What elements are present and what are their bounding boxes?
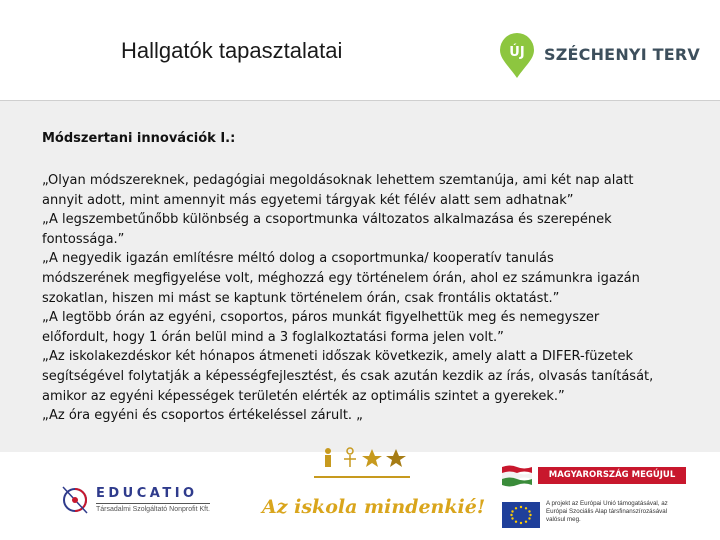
quote-line: fontossága.” (42, 231, 125, 247)
logo-pin-label: ÚJ (509, 45, 525, 60)
szechenyi-terv-logo (498, 33, 698, 83)
location-pin-icon (498, 33, 536, 79)
quote-line: amikor az egyéni képességek területén elérték az optimális szintet a gyerekek.” (42, 388, 565, 404)
quote-line: „Olyan módszereknek, pedagógiai megoldásoknak lehettem szemtanúja, ami két nap alatt (42, 173, 634, 188)
quote-list (42, 171, 692, 426)
educatio-emblem-icon (58, 482, 94, 518)
quote-line: módszerének megfigyelése volt, méghozzá egy történelem órán, ahol ez számunkra igazán (42, 270, 640, 286)
quote-line: „Az óra egyéni és csoportos értékeléssel zárult. „ (42, 408, 363, 424)
iskola-slogan: Az iskola mindenkié! (262, 496, 486, 518)
quote-line: segítségével folytatják a képességfejlesztést, és csak azután kezdik az írás, olvasás tanítását, (42, 368, 654, 384)
logo-name: SZÉCHENYI TERV (544, 45, 700, 64)
content-panel (0, 101, 720, 452)
quote-line: annyit adott, mint amennyit más egyetemi tárgyak két félév alatt sem adhatnak” (42, 192, 574, 208)
section-heading: Módszertani innovációk I.: (42, 131, 236, 146)
iskola-mindenkie-logo (262, 446, 486, 530)
quote-line: előfordult, hogy 1 órán belül mind a 3 foglalkoztatási forma jelen volt.” (42, 329, 504, 345)
quote-line: „A negyedik igazán említésre méltó dolog a csoportmunka/ kooperatív tanulás (42, 251, 554, 267)
educatio-name: EDUCATIO (96, 486, 198, 501)
quote-line: „A legszembetűnőbb különbség a csoportmunka változatos alkalmazása és szerepének (42, 212, 612, 228)
hungarian-flag-icon (502, 465, 532, 487)
iskola-divider (314, 476, 410, 478)
quote-line: szokatlan, hiszen mi mást se kaptunk történelem órán, csak frontális oktatást.” (42, 290, 560, 306)
educatio-logo (58, 482, 218, 522)
eu-flag-icon (502, 502, 540, 528)
educatio-underline (96, 503, 210, 504)
magyarorszag-megujul-badge: MAGYARORSZÁG MEGÚJUL (538, 467, 686, 484)
page-title: Hallgatók tapasztalatai (121, 38, 343, 63)
quote-line: „Az iskolakezdéskor két hónapos átmeneti időszak következik, amely alatt a DIFER-füzetek (42, 349, 633, 365)
eu-funding-text: A projekt az Európai Unió támogatásával, az Európai Szociális Alap társfinanszírozásával valósul meg. (546, 500, 668, 523)
children-figures-icon (320, 446, 410, 474)
educatio-subtitle: Társadalmi Szolgáltató Nonprofit Kft. (96, 506, 210, 513)
quote-line: „A legtöbb órán az egyéni, csoportos, páros munkát figyelhettük meg és nemegyszer (42, 310, 600, 326)
